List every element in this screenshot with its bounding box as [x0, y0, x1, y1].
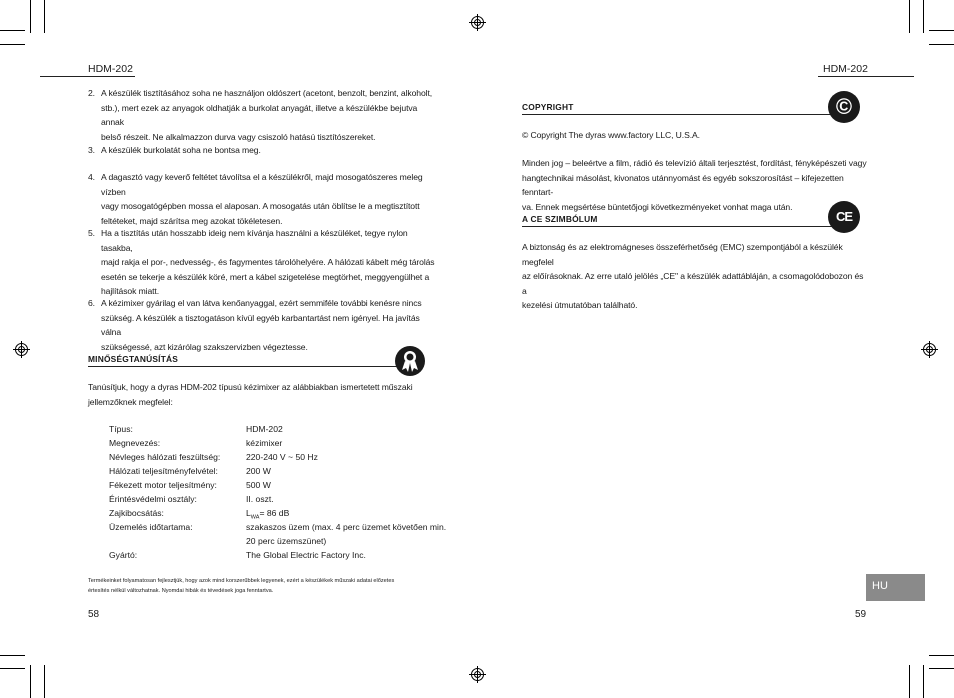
ce-heading: A CE SZIMBÓLUM: [522, 214, 598, 224]
right-page-model-header: HDM-202: [823, 63, 868, 75]
spec-value: HDM-202: [246, 424, 283, 434]
crop-mark: [0, 44, 25, 45]
spec-value: The Global Electric Factory Inc.: [246, 550, 366, 560]
spec-label: Gyártó:: [109, 550, 138, 560]
right-page-number: 59: [855, 609, 867, 620]
crop-mark: [0, 668, 25, 669]
crop-mark: [909, 665, 910, 698]
list-item: 6. A kézimixer gyárilag el van látva kenőanyaggal, ezért semmiféle további kenésre nincs szükség. A készülék a tisztogatáson kívül egyéb karbantartást nem igényel. Ha javítás válna szükségessé, azt kizárólag szakszervizben végeztesse.: [88, 298, 422, 352]
spec-value-noise: $L_{WA}= 86$ dB: [246, 508, 290, 521]
section-rule: [88, 366, 408, 367]
crop-mark: [929, 655, 954, 656]
crop-mark: [923, 0, 924, 33]
section-rule: [522, 226, 834, 227]
spec-label: Megnevezés:: [109, 438, 161, 448]
list-item: 4. A dagasztó vagy keverő feltétet távolítsa el a készülékről, majd mosogatószeres meleg vízben vagy mosogatógépben mossa el alaposan. A mosogatás után öblítse le a megtisztított feltéteket, majd szárítsa meg azokat tökéletesen.: [88, 172, 423, 226]
spec-label: Hálózati teljesítményfelvétel:: [109, 466, 218, 476]
copyright-icon: ©: [828, 91, 860, 123]
crop-mark: [0, 30, 25, 31]
quality-heading: MINŐSÉGTANÚSÍTÁS: [88, 354, 179, 364]
header-rule: [40, 76, 135, 77]
spec-value: II. oszt.: [246, 494, 274, 504]
spec-label: Üzemelés időtartama:: [109, 522, 193, 532]
crop-mark: [30, 0, 31, 33]
crop-mark: [44, 665, 45, 698]
award-ribbon-icon: [394, 346, 426, 376]
spec-label: Fékezett motor teljesítmény:: [109, 480, 217, 490]
spec-value: 220-240 V ~ 50 Hz: [246, 452, 318, 462]
header-rule: [818, 76, 914, 77]
crop-mark: [923, 665, 924, 698]
list-item: 5. Ha a tisztítás után hosszabb ideig nem kívánja használni a készüléket, tegye nylon tasakba, majd rakja el por-, nedvesség-, és fagymentes tárolóhelyére. A hálózati kábelt még tárolás esetén se tekerje a készülék köré, mert a kábel szigetelése megtörhet, meggyengülhet a hajlítások miatt.: [88, 228, 435, 296]
crop-mark: [929, 668, 954, 669]
crop-mark: [30, 665, 31, 698]
crop-mark: [44, 0, 45, 33]
ce-paragraph: A biztonság és az elektromágneses összeférhetőség (EMC) szempontjából a készülék megfelel az előírásoknak. Az erre utaló jelölés „CE" a készülék adattábláján, a csomagolódobozon és a kezelési útmutatóban található.: [522, 242, 864, 310]
crop-mark: [929, 30, 954, 31]
language-badge: HU: [866, 574, 925, 601]
spec-value: 500 W: [246, 480, 271, 490]
crop-mark: [909, 0, 910, 33]
spec-label: Zajkibocsátás:: [109, 508, 164, 518]
registration-mark-icon: [13, 341, 30, 358]
spec-label: Érintésvédelmi osztály:: [109, 494, 197, 504]
registration-mark-icon: [469, 14, 486, 31]
left-page-model-header: HDM-202: [88, 63, 133, 75]
registration-mark-icon: [921, 341, 938, 358]
spec-value: kézimixer: [246, 438, 283, 448]
left-page-number: 58: [88, 609, 100, 620]
registration-mark-icon: [469, 666, 486, 683]
copyright-heading: COPYRIGHT: [522, 102, 574, 112]
footnote: Termékeinket folyamatosan fejlesztjük, hogy azok mind korszerűbbek legyenek, ezért a készülékek műszaki adatai előzetes értesítés nélkül változhatnak. Nyomdai hibák és tévedések joga fenntartva.: [88, 578, 395, 594]
spec-label: Típus:: [109, 424, 133, 434]
crop-mark: [929, 44, 954, 45]
quality-intro: Tanúsítjuk, hogy a dyras HDM-202 típusú kézimixer az alábbiakban ismertetett műszaki jellemzőknek megfelel:: [88, 382, 413, 407]
list-item: 2. A készülék tisztításához soha ne használjon oldószert (acetont, benzolt, benzint, alkoholt, stb.), mert ezek az anyagok oldhatják a burkolat anyagát, illetve a készülékbe bejutva annak belső részeit. Ne alkalmazzon durva vagy csiszoló hatású tisztítószereket.: [88, 88, 433, 142]
section-rule: [522, 114, 834, 115]
spec-label: Névleges hálózati feszültség:: [109, 452, 221, 462]
spec-value: szakaszos üzem (max. 4 perc üzemet követően min. 20 perc üzemszünet): [246, 522, 447, 546]
spec-value: 200 W: [246, 466, 271, 476]
list-item: 3. A készülék burkolatát soha ne bontsa meg.: [88, 145, 261, 155]
ce-mark-icon: CE: [828, 201, 860, 233]
copyright-line: © Copyright The dyras www.factory LLC, U.S.A.: [522, 130, 700, 140]
crop-mark: [0, 655, 25, 656]
copyright-paragraph: Minden jog – beleértve a film, rádió és televízió általi terjesztést, fordítást, fényképészeti vagy hangtechnikai másolást, kivonatos utánnyomást és egyéb sokszorosítást – kifejezetten fenntart- va. Ennek megsértése büntetőjogi következményeket vonhat maga után.: [522, 158, 867, 212]
